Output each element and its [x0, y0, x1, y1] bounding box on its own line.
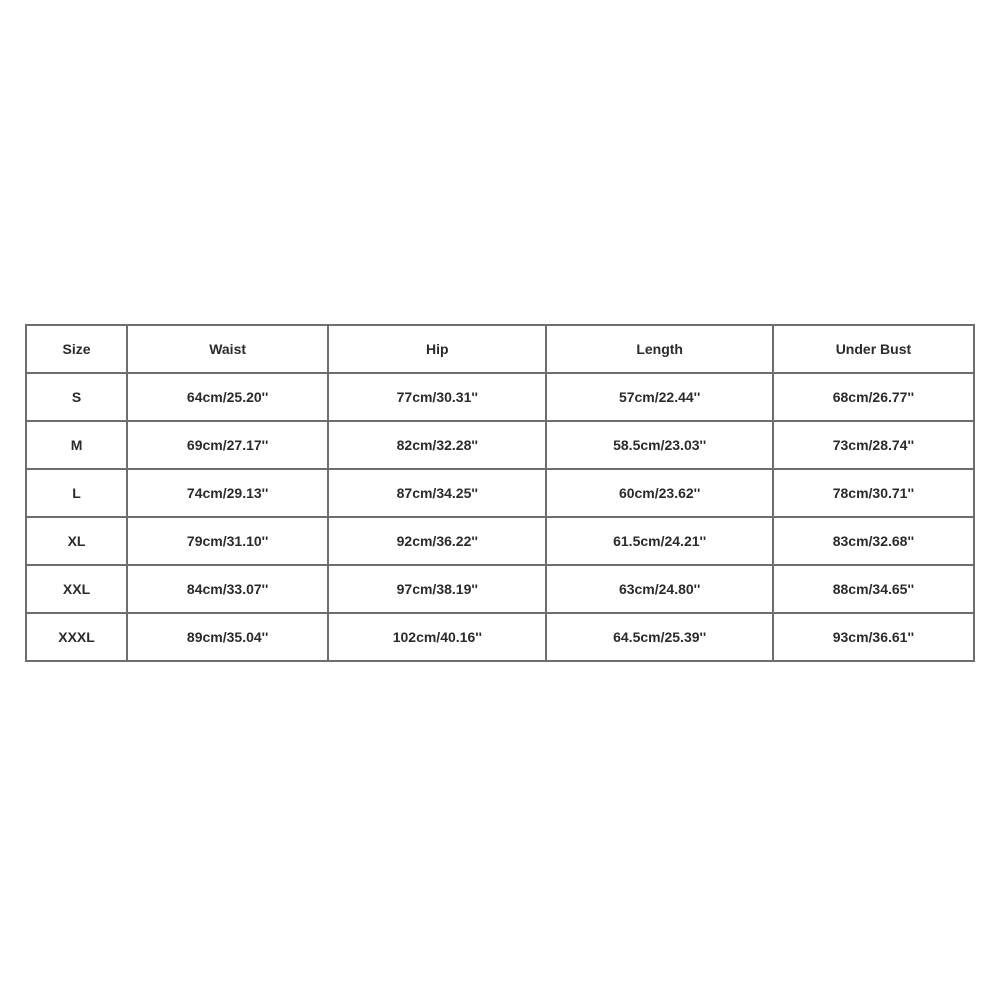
cell-under-bust: 73cm/28.74'' — [773, 421, 974, 469]
cell-length: 63cm/24.80'' — [546, 565, 772, 613]
table-row — [26, 613, 974, 661]
cell-hip: 102cm/40.16'' — [328, 613, 546, 661]
cell-hip: 92cm/36.22'' — [328, 517, 546, 565]
header-under-bust: Under Bust — [773, 325, 974, 373]
cell-size: XXL — [26, 565, 127, 613]
size-chart-table — [25, 324, 975, 662]
cell-length: 57cm/22.44'' — [546, 373, 772, 421]
table-row — [26, 373, 974, 421]
cell-under-bust: 78cm/30.71'' — [773, 469, 974, 517]
cell-length: 58.5cm/23.03'' — [546, 421, 772, 469]
cell-under-bust: 88cm/34.65'' — [773, 565, 974, 613]
header-waist: Waist — [127, 325, 328, 373]
table-row — [26, 565, 974, 613]
cell-hip: 97cm/38.19'' — [328, 565, 546, 613]
table-row — [26, 469, 974, 517]
cell-hip: 82cm/32.28'' — [328, 421, 546, 469]
cell-size: XL — [26, 517, 127, 565]
cell-waist: 79cm/31.10'' — [127, 517, 328, 565]
cell-length: 64.5cm/25.39'' — [546, 613, 772, 661]
cell-under-bust: 83cm/32.68'' — [773, 517, 974, 565]
cell-under-bust: 93cm/36.61'' — [773, 613, 974, 661]
cell-length: 61.5cm/24.21'' — [546, 517, 772, 565]
cell-hip: 77cm/30.31'' — [328, 373, 546, 421]
cell-waist: 69cm/27.17'' — [127, 421, 328, 469]
header-length: Length — [546, 325, 772, 373]
header-hip: Hip — [328, 325, 546, 373]
cell-size: M — [26, 421, 127, 469]
cell-size: S — [26, 373, 127, 421]
cell-length: 60cm/23.62'' — [546, 469, 772, 517]
cell-waist: 84cm/33.07'' — [127, 565, 328, 613]
header-size: Size — [26, 325, 127, 373]
table-row — [26, 517, 974, 565]
cell-waist: 89cm/35.04'' — [127, 613, 328, 661]
cell-waist: 74cm/29.13'' — [127, 469, 328, 517]
cell-under-bust: 68cm/26.77'' — [773, 373, 974, 421]
cell-waist: 64cm/25.20'' — [127, 373, 328, 421]
table-header-row — [26, 325, 974, 373]
table-row — [26, 421, 974, 469]
cell-size: XXXL — [26, 613, 127, 661]
cell-size: L — [26, 469, 127, 517]
cell-hip: 87cm/34.25'' — [328, 469, 546, 517]
